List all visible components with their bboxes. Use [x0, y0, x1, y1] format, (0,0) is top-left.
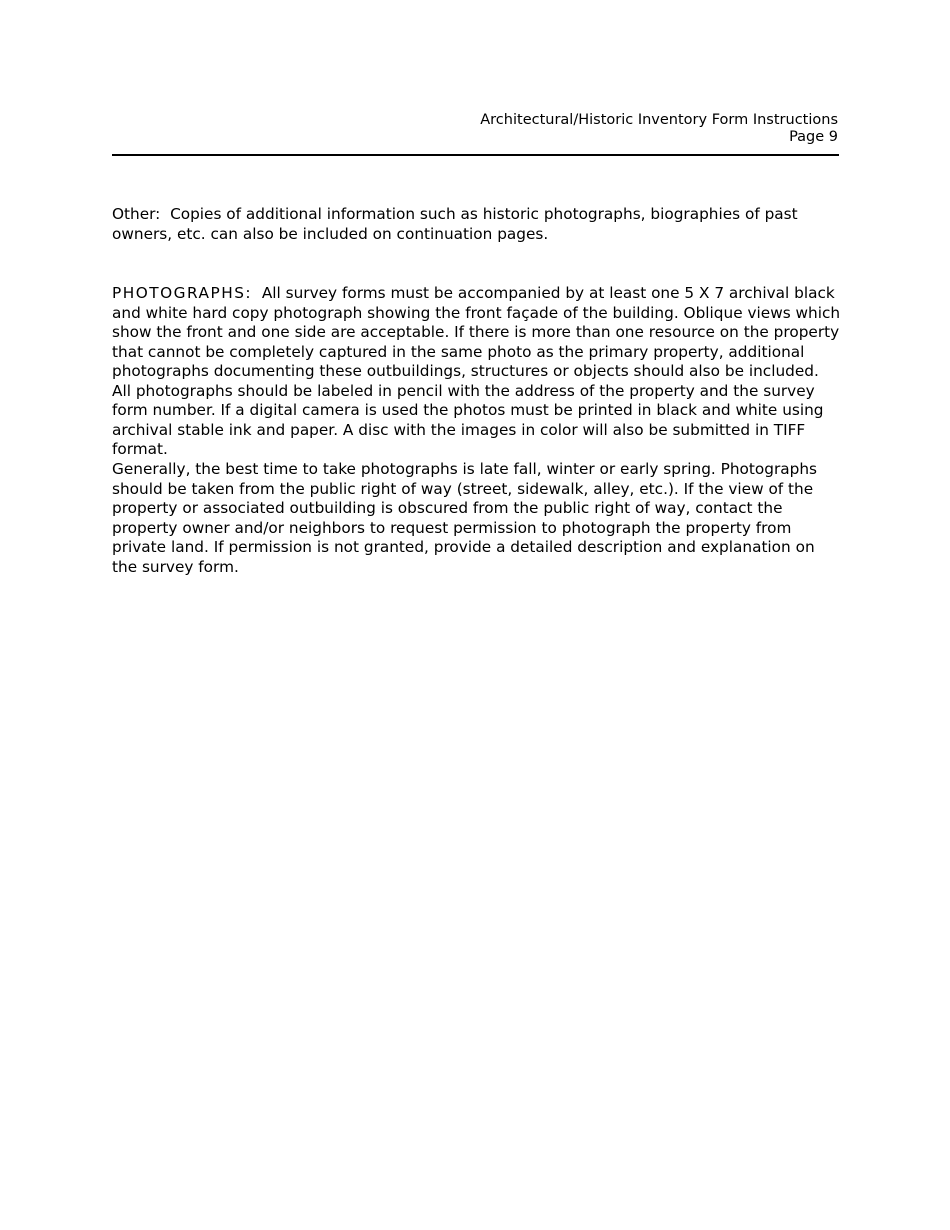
- page-header: [112, 112, 838, 146]
- photographs-paragraph: [112, 284, 842, 460]
- other-text: Copies of additional information such as historic photographs, biographies of past owners, etc. can also be included on continuation pages.: [112, 205, 798, 243]
- generally-text: Generally, the best time to take photographs is late fall, winter or early spring. Photographs should be taken from the public right of way (street, sidewalk, alley, etc.). If the view of the property or associated outbuilding is obscured from the public right of way, contact the property owner and/or neighbors to request permission to photograph the property from private land. If permission is not granted, provide a detailed description and explanation on the survey form.: [112, 460, 818, 576]
- other-paragraph: [112, 205, 842, 244]
- other-lead: Other:: [112, 205, 161, 223]
- generally-paragraph: [112, 460, 842, 577]
- photographs-text: All survey forms must be accompanied by at least one 5 X 7 archival black and white hard copy photograph showing the front façade of the building. Oblique views which show the front and one side are acceptable. If there is more than one resource on the property that cannot be completely captured in the same photo as the primary property, additional photographs documenting these outbuildings, structures or objects should also be included. All photographs should be labeled in pencil with the address of the property and the survey form number. If a digital camera is used the photos must be printed in black and white using archival stable ink and paper. A disc with the images in color will also be submitted in TIFF format.: [112, 284, 841, 458]
- page-number: Page 9: [789, 129, 838, 145]
- header-title: Architectural/Historic Inventory Form Instructions: [480, 112, 838, 128]
- header-divider: [112, 154, 839, 156]
- photographs-lead: PHOTOGRAPHS:: [112, 284, 253, 302]
